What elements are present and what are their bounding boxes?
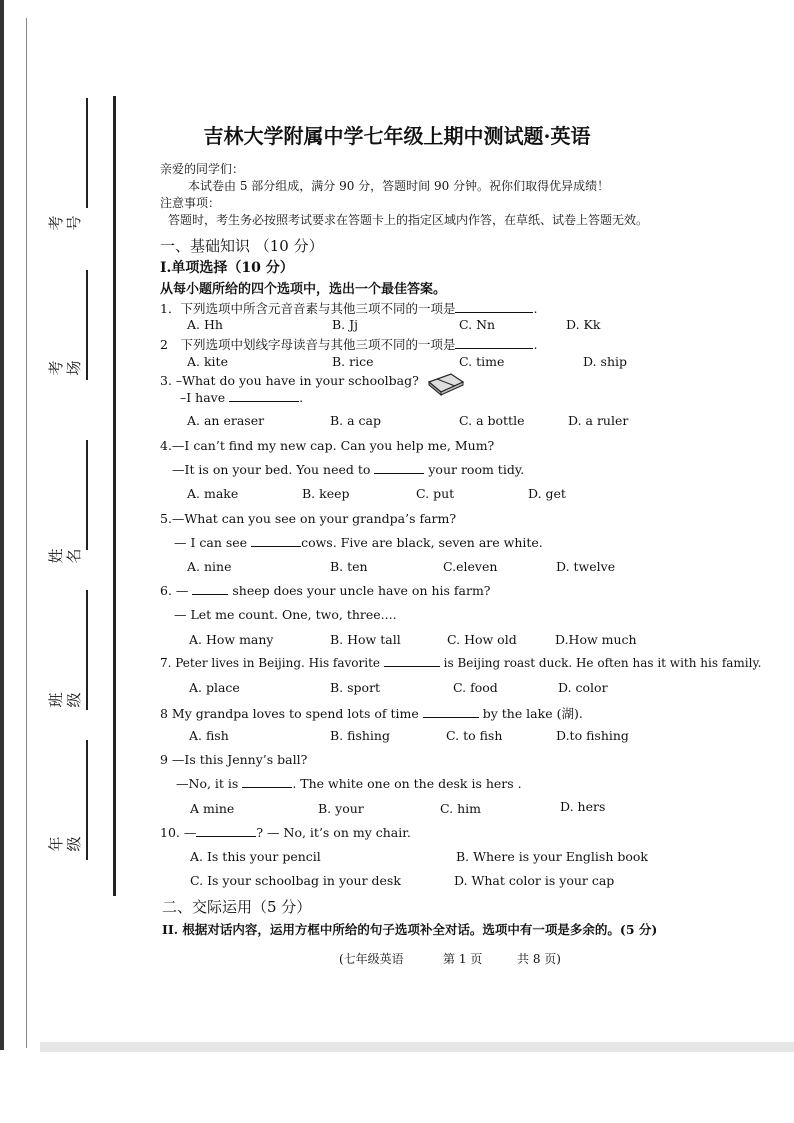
margin-label-exam-room: 考场 (47, 360, 83, 376)
option: B. fishing (330, 728, 390, 743)
option: A. an eraser (187, 413, 265, 428)
scan-bottom-shade (40, 1042, 794, 1052)
answer-blank[interactable] (423, 717, 479, 718)
option: B. your (318, 801, 364, 816)
margin-label-class: 班级 (47, 692, 83, 708)
answer-blank[interactable] (384, 666, 440, 667)
question-9-response: —No, it is . The white one on the desk is hers . (176, 776, 522, 791)
option: D. color (558, 680, 608, 695)
question-9: 9 —Is this Jenny’s ball? (160, 752, 308, 767)
answer-blank[interactable] (242, 787, 292, 788)
option: D. twelve (556, 559, 616, 574)
margin-label-name: 姓名 (47, 548, 83, 564)
option: A. make (187, 486, 239, 501)
question-10: 10. — ? — No, it’s on my chair. (160, 825, 411, 840)
option: B. How tall (330, 632, 401, 647)
binding-line (113, 96, 116, 896)
question-2: 2 下列选项中划线字母读音与其他三项不同的一项是 . (160, 337, 538, 352)
eraser-icon (425, 372, 465, 396)
greeting: 亲爱的同学们： (160, 162, 245, 176)
margin-field-line (86, 740, 88, 860)
answer-blank[interactable] (455, 348, 533, 349)
option: D. ship (583, 354, 627, 369)
footer-subject: (七年级英语 (339, 952, 404, 966)
option: B. ten (330, 559, 368, 574)
question-4: 4.—I can’t find my new cap. Can you help me, Mum? (160, 438, 495, 453)
option: A. Is this your pencil (190, 849, 321, 864)
option: D. a ruler (568, 413, 629, 428)
instruction: 从每小题所给的四个选项中，选出一个最佳答案。 (160, 282, 447, 297)
option: D. Kk (566, 317, 601, 332)
notice-text: 答题时，考生务必按照考试要求在答题卡上的指定区域内作答，在草纸、试卷上答题无效。 (168, 213, 649, 227)
question-7: 7. Peter lives in Beijing. His favorite is Beijing roast duck. He often has it with his family. (160, 656, 762, 670)
answer-blank[interactable] (196, 836, 256, 837)
option: B. sport (330, 680, 381, 695)
option: A. nine (187, 559, 232, 574)
answer-blank[interactable] (229, 401, 299, 402)
section-2-instruction: II. 根据对话内容，运用方框中所给的句子选项补全对话。选项中有一项是多余的。(5 分) (162, 922, 658, 937)
section-heading: 二、交际运用（5 分） (162, 898, 312, 916)
option: C. time (459, 354, 505, 369)
question-6-response: — Let me count. One, two, three.... (174, 607, 397, 622)
question-3: 3. –What do you have in your schoolbag? (160, 373, 419, 388)
option: D. hers (560, 799, 606, 814)
question-4-response: —It is on your bed. You need to your room tidy. (172, 462, 525, 477)
margin-field-line (86, 590, 88, 710)
footer-page: 第 1 页 (443, 952, 483, 966)
page-title: 吉林大学附属中学七年级上期中测试题·英语 (203, 124, 591, 148)
margin-field-line (86, 440, 88, 550)
option: C. Is your schoolbag in your desk (190, 873, 401, 888)
option: C. How old (447, 632, 517, 647)
option: D.to fishing (556, 728, 629, 743)
option: B. rice (332, 354, 374, 369)
option: A. Hh (187, 317, 223, 332)
margin-label-grade: 年级 (47, 836, 83, 852)
answer-blank[interactable] (251, 546, 301, 547)
option: C. to fish (446, 728, 503, 743)
scan-edge (0, 0, 4, 1050)
answer-blank[interactable] (455, 312, 533, 313)
question-5-response: — I can see cows. Five are black, seven are white. (174, 535, 543, 550)
option: D.How much (555, 632, 637, 647)
margin-label-exam-number: 考号 (47, 215, 83, 231)
option: B. Jj (332, 317, 359, 332)
footer-total: 共 8 页) (517, 952, 561, 966)
option: C. food (453, 680, 498, 695)
option: A. kite (187, 354, 228, 369)
question-6: 6. — sheep does your uncle have on his farm? (160, 583, 491, 598)
question-5: 5.—What can you see on your grandpa’s farm? (160, 511, 457, 526)
intro: 本试卷由 5 部分组成，满分 90 分，答题时间 90 分钟。祝你们取得优异成绩！ (188, 179, 610, 193)
option: C. a bottle (459, 413, 525, 428)
margin-field-line (86, 270, 88, 380)
question-3-response: –I have . (180, 390, 304, 405)
option: B. Where is your English book (456, 849, 648, 864)
option: A. place (189, 680, 240, 695)
option: A. fish (189, 728, 229, 743)
question-1: 1．下列选项中所含元音音素与其他三项不同的一项是 . (160, 301, 538, 316)
part-heading: Ⅰ.单项选择（10 分） (160, 260, 294, 276)
option: B. keep (302, 486, 350, 501)
option: C.eleven (443, 559, 498, 574)
option: C. put (416, 486, 455, 501)
notice-label: 注意事项： (160, 196, 221, 210)
option: D. get (528, 486, 566, 501)
option: B. a cap (330, 413, 382, 428)
section-heading: 一、基础知识 （10 分） (160, 237, 324, 255)
option: A. How many (189, 632, 274, 647)
answer-blank[interactable] (192, 594, 228, 595)
option: D. What color is your cap (454, 873, 615, 888)
option: C. Nn (459, 317, 496, 332)
answer-blank[interactable] (374, 473, 424, 474)
margin-field-line (86, 98, 88, 208)
scan-edge-line (26, 18, 27, 1048)
option: C. him (440, 801, 481, 816)
question-8: 8 My grandpa loves to spend lots of time by the lake (湖). (160, 706, 583, 721)
option: A mine (190, 801, 235, 816)
